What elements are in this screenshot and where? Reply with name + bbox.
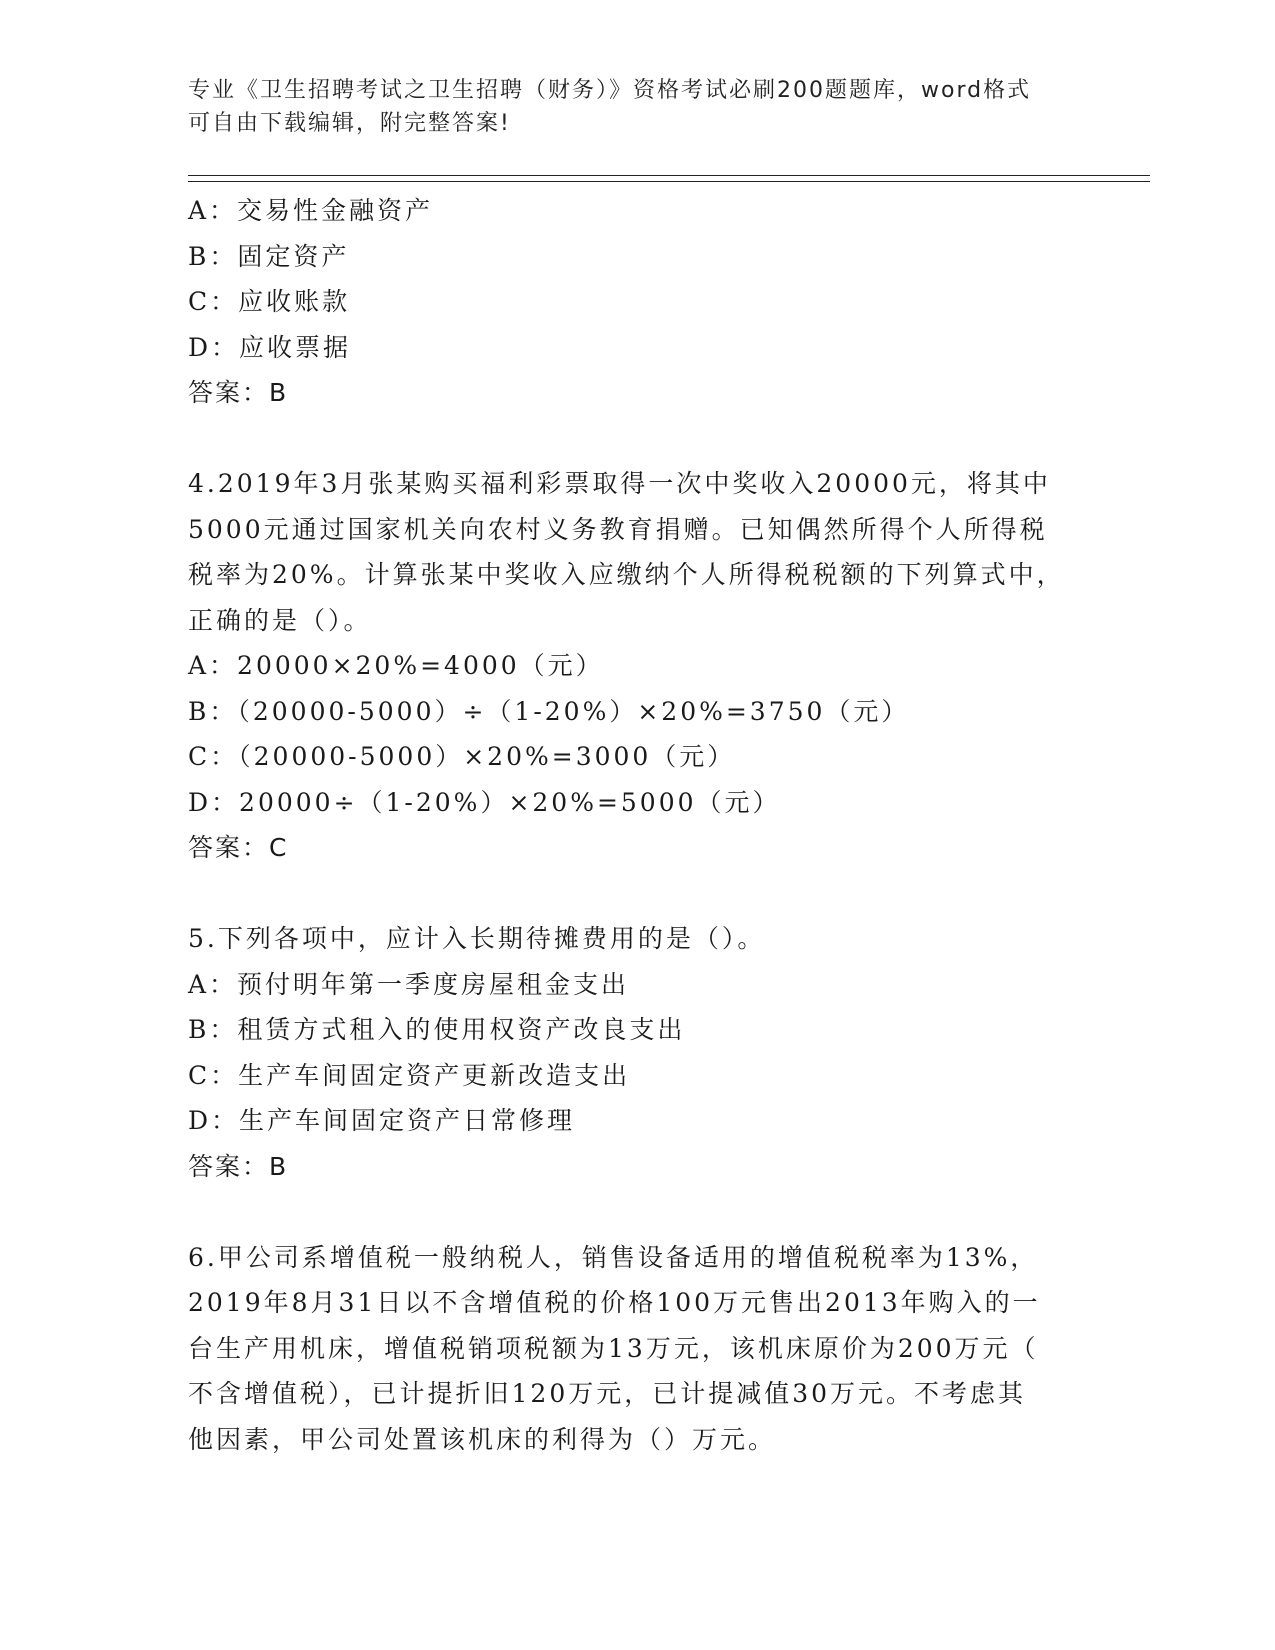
header-divider-bottom <box>188 181 1150 182</box>
question-stem-line: 2019年8月31日以不含增值税的价格100万元售出2013年购入的一 <box>188 1288 1041 1317</box>
spacer <box>188 871 1088 917</box>
option-c: C：（20000-5000）×20%=3000（元） <box>188 742 736 771</box>
header-divider-top <box>188 175 1150 176</box>
question-stem-line: 5000元通过国家机关向农村义务教育捐赠。已知偶然所得个人所得税 <box>188 514 1048 544</box>
question-stem-line: 不含增值税），已计提折旧120万元，已计提减值30万元。不考虑其 <box>188 1379 1027 1408</box>
question-stem-line: 台生产用机床，增值税销项税额为13万元，该机床原价为200万元（ <box>188 1333 1039 1363</box>
document-header <box>188 74 1068 140</box>
question-stem-line: 4.2019年3月张某购买福利彩票取得一次中奖收入20000元，将其中 <box>188 469 1051 498</box>
option-a: A：20000×20%=4000（元） <box>188 651 604 680</box>
question-stem-line: 他因素，甲公司处置该机床的利得为（）万元。 <box>188 1424 777 1454</box>
spacer <box>188 1189 1088 1235</box>
question-5 <box>188 916 1088 1189</box>
question-6 <box>188 1235 1088 1463</box>
option-a: A：交易性金融资产 <box>188 196 434 225</box>
header-line-1: 专业《卫生招聘考试之卫生招聘（财务）》资格考试必刷200题题库，word格式 <box>188 78 1032 103</box>
option-d: D：20000÷（1-20%）×20%=5000（元） <box>188 787 781 817</box>
question-4 <box>188 461 1088 871</box>
option-d: D：生产车间固定资产日常修理 <box>188 1106 576 1135</box>
header-line-2: 可自由下载编辑，附完整答案! <box>188 111 511 136</box>
spacer <box>188 416 1088 462</box>
answer-line: 答案：B <box>188 378 289 407</box>
document-body <box>188 188 1088 1462</box>
question-stem-line: 6.甲公司系增值税一般纳税人，销售设备适用的增值税税率为13%， <box>188 1242 1039 1272</box>
option-c: C：生产车间固定资产更新改造支出 <box>188 1060 631 1090</box>
question-stem-line: 税率为20%。计算张某中奖收入应缴纳个人所得税税额的下列算式中， <box>188 560 1065 589</box>
option-d: D：应收票据 <box>188 332 352 362</box>
question-stem-line: 5.下列各项中，应计入长期待摊费用的是（）。 <box>188 924 766 953</box>
option-b: B：固定资产 <box>188 241 350 271</box>
option-b: B：（20000-5000）÷（1-20%）×20%=3750（元） <box>188 696 910 726</box>
option-c: C：应收账款 <box>188 287 351 316</box>
answer-line: 答案：B <box>188 1151 289 1181</box>
option-a: A：预付明年第一季度房屋租金支出 <box>188 969 630 999</box>
option-b: B：租赁方式租入的使用权资产改良支出 <box>188 1015 686 1044</box>
question-stem-line: 正确的是（）。 <box>188 605 372 635</box>
question-3-options <box>188 188 1088 416</box>
answer-line: 答案：C <box>188 833 289 862</box>
